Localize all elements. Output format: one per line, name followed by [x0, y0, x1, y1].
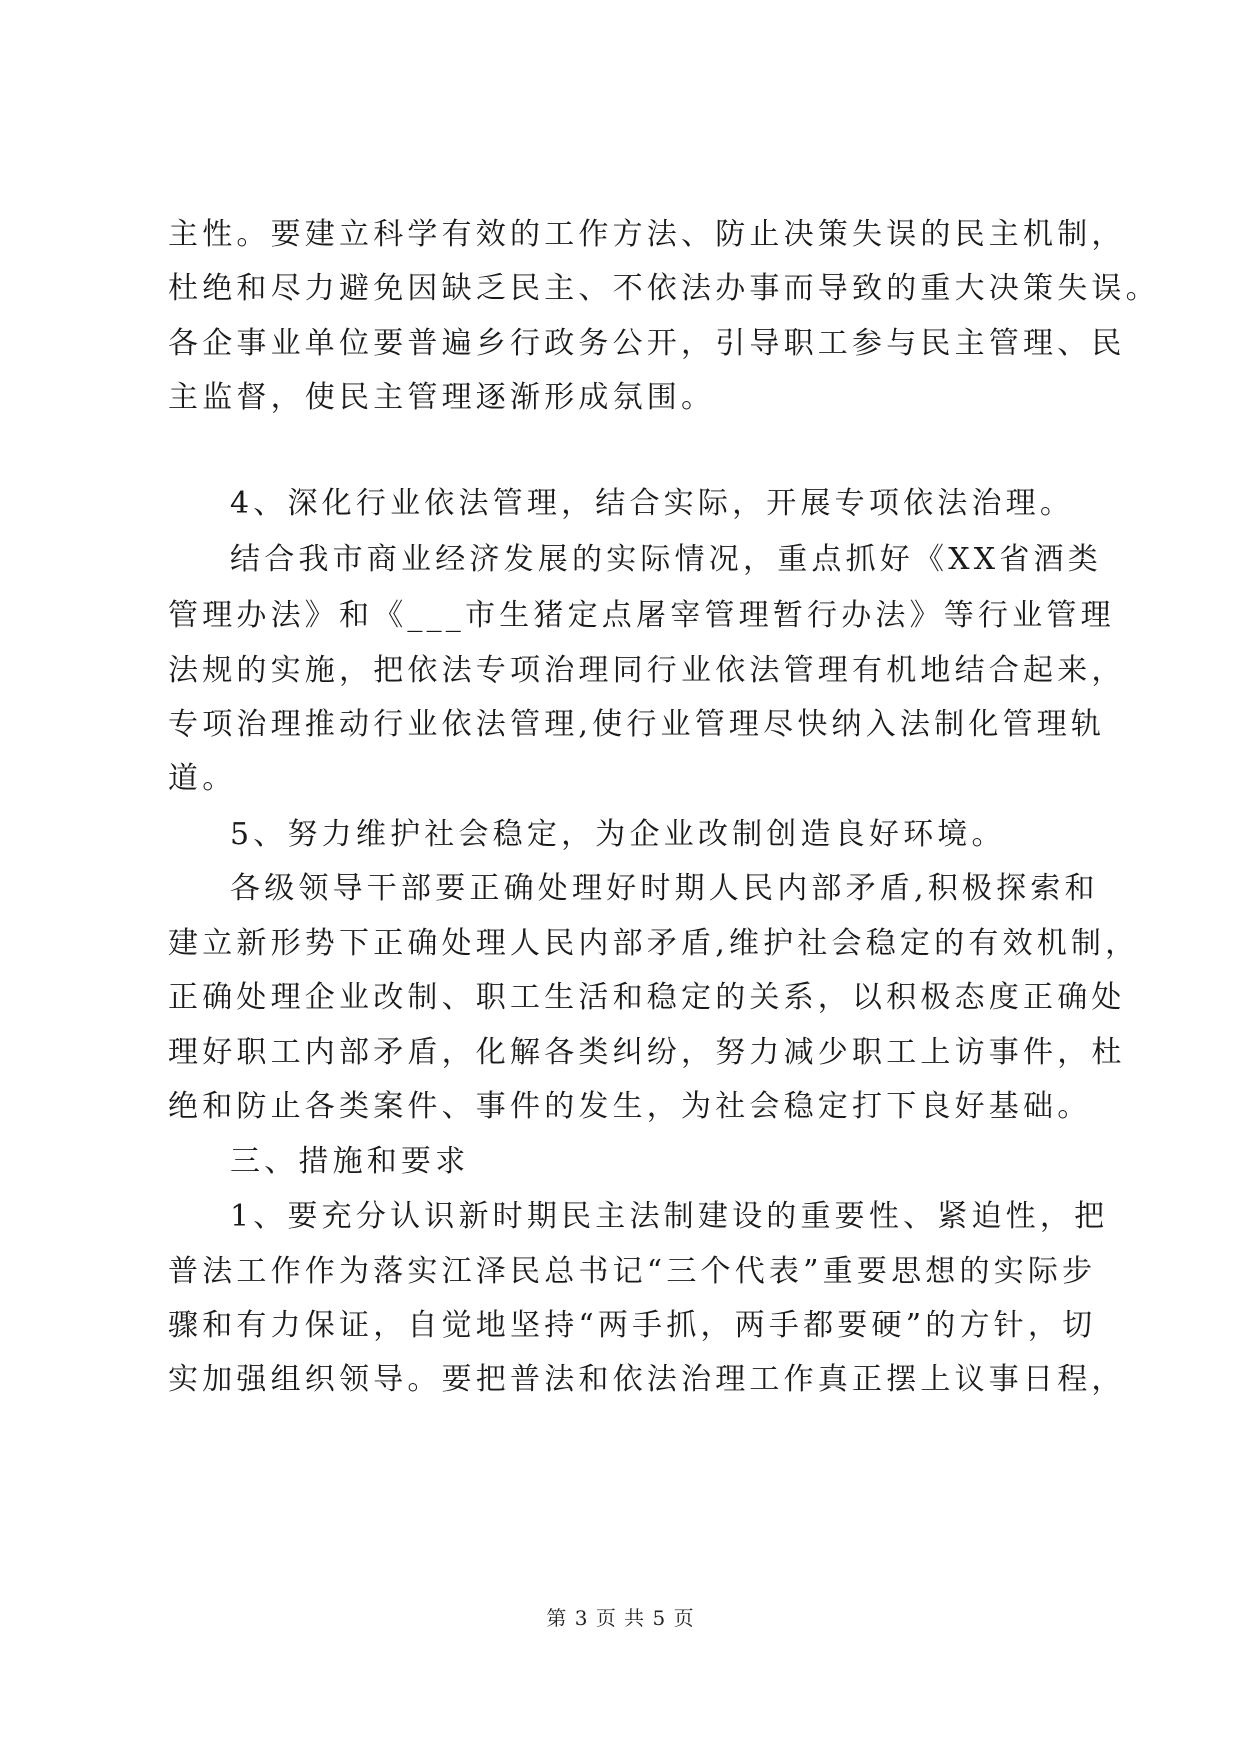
body-line: 各级领导干部要正确处理好时期人民内部矛盾,积极探索和 — [230, 871, 1099, 906]
page-number: 第 3 页 共 5 页 — [546, 1606, 695, 1630]
body-line: 主监督，使民主管理逐渐形成氛围。 — [168, 380, 716, 415]
body-line: 管理办法》和《___市生猪定点屠宰管理暂行办法》等行业管理 — [168, 598, 1115, 633]
body-line: 各企事业单位要普遍乡行政务公开，引导职工参与民主管理、民 — [168, 326, 1126, 361]
body-line: 普法工作作为落实江泽民总书记“三个代表”重要思想的实际步 — [168, 1254, 1097, 1289]
body-line: 结合我市商业经济发展的实际情况，重点抓好《XX省酒类 — [230, 542, 1102, 577]
body-line: 理好职工内部矛盾，化解各类纠纷，努力减少职工上访事件，杜 — [168, 1035, 1126, 1070]
body-line: 正确处理企业改制、职工生活和稳定的关系，以积极态度正确处 — [168, 980, 1126, 1015]
body-line: 骤和有力保证，自觉地坚持“两手抓，两手都要硬”的方针，切 — [168, 1308, 1097, 1343]
section-heading: 5、努力维护社会稳定，为企业改制创造良好环境。 — [230, 817, 1006, 852]
body-line: 杜绝和尽力避免因缺乏民主、不依法办事而导致的重大决策失误。 — [168, 271, 1160, 306]
body-line: 道。 — [168, 761, 237, 796]
body-line: 建立新形势下正确处理人民内部矛盾,维护社会稳定的有效机制， — [168, 926, 1140, 961]
body-line: 实加强组织领导。要把普法和依法治理工作真正摆上议事日程， — [168, 1362, 1126, 1397]
section-heading: 三、措施和要求 — [230, 1144, 470, 1179]
section-heading: 4、深化行业依法管理，结合实际，开展专项依法治理。 — [230, 486, 1075, 521]
body-line: 绝和防止各类案件、事件的发生，为社会稳定打下良好基础。 — [168, 1089, 1092, 1124]
body-line: 主性。要建立科学有效的工作方法、防止决策失误的民主机制， — [168, 217, 1126, 252]
body-line: 法规的实施，把依法专项治理同行业依法管理有机地结合起来， — [168, 653, 1126, 688]
body-line: 专项治理推动行业依法管理,使行业管理尽快纳入法制化管理轨 — [168, 707, 1106, 742]
body-line: 1、要充分认识新时期民主法制建设的重要性、紧迫性，把 — [230, 1199, 1109, 1234]
